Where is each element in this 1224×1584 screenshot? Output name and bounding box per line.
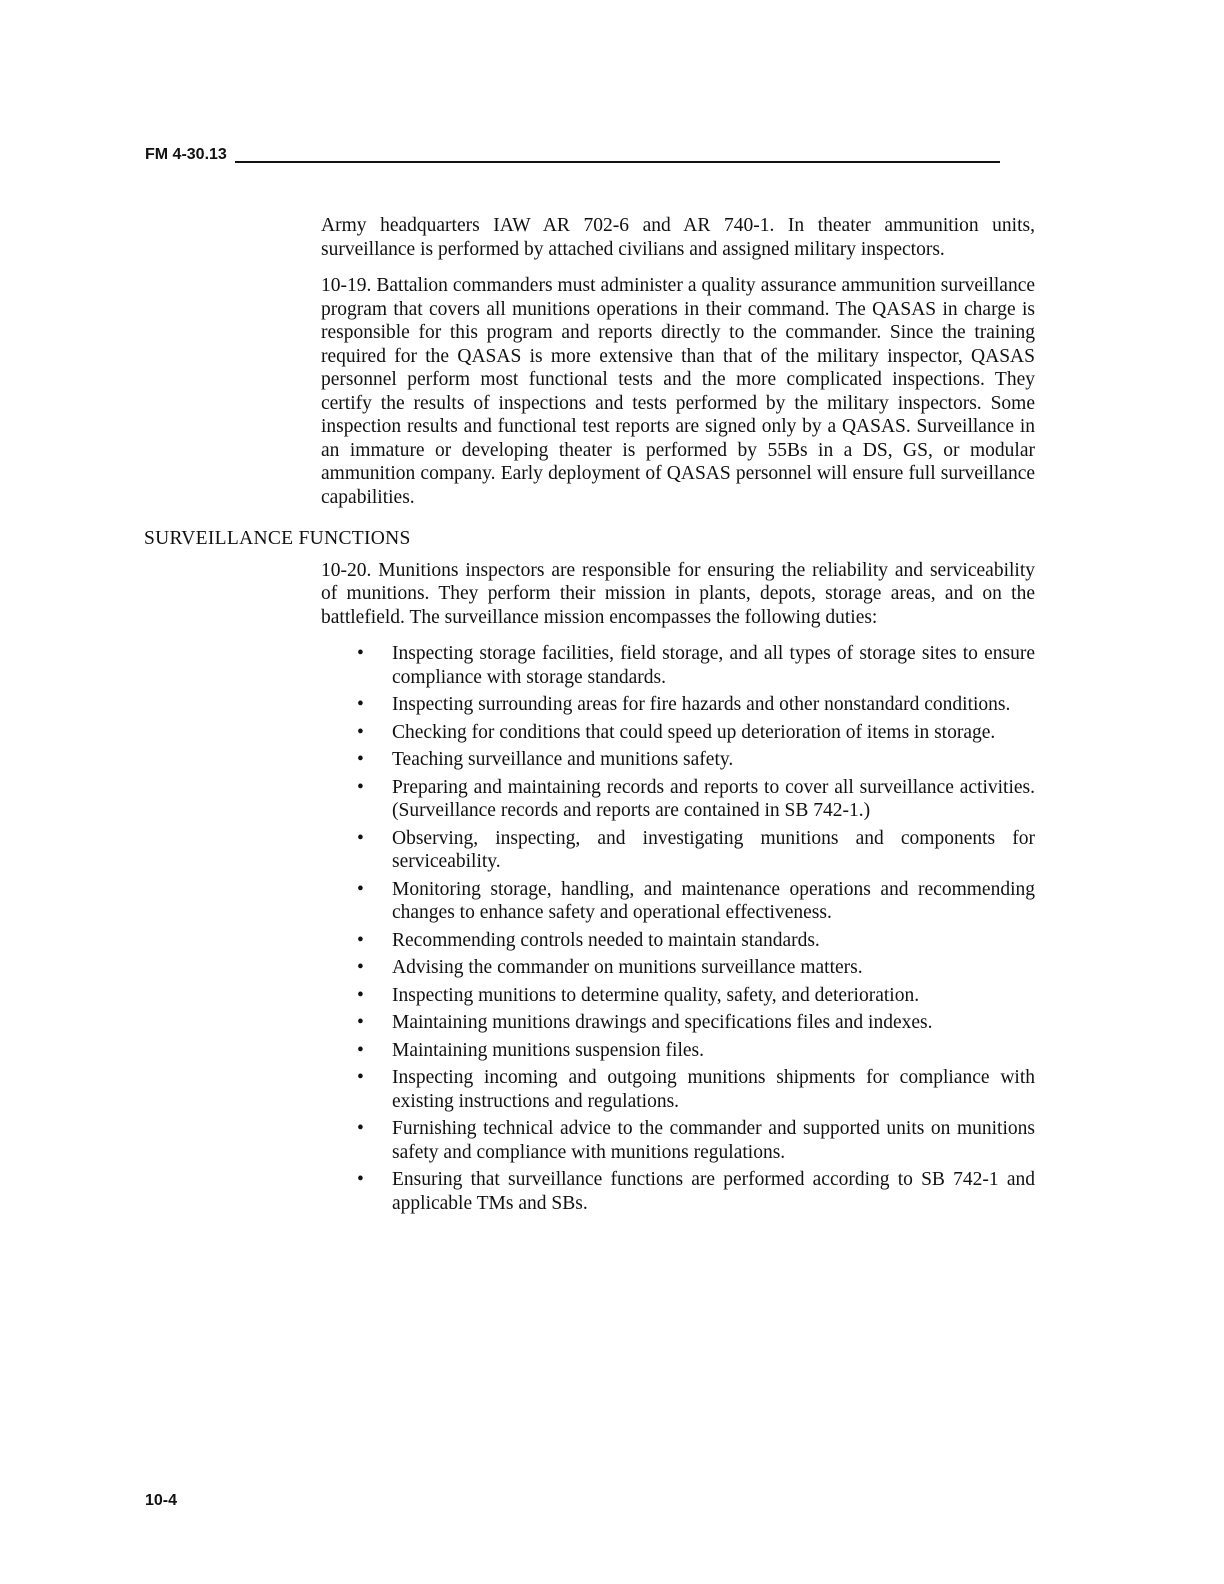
list-item-text: Preparing and maintaining records and reports to cover all surveillance activities. (Surveillance records and reports are contained in SB 742-1.) bbox=[392, 776, 1035, 821]
bullet-icon: • bbox=[357, 776, 364, 798]
header-rule bbox=[235, 161, 1000, 163]
bullet-icon: • bbox=[357, 1169, 364, 1190]
list-item bbox=[321, 721, 1035, 745]
bullet-icon: • bbox=[357, 1039, 364, 1061]
list-item-text: Teaching surveillance and munitions safety. bbox=[392, 749, 734, 770]
bullet-icon: • bbox=[357, 957, 364, 978]
list-item-text: Checking for conditions that could speed up deterioration of items in storage. bbox=[392, 721, 996, 743]
list-item bbox=[321, 827, 1035, 874]
list-item-text: Advising the commander on munitions surveillance matters. bbox=[392, 957, 863, 978]
list-item bbox=[321, 693, 1035, 717]
bullet-icon: • bbox=[357, 1012, 364, 1033]
page-number: 10-4 bbox=[145, 1492, 178, 1509]
intro-paragraph: Army headquarters IAW AR 702-6 and AR 740-1. In theater ammunition units, surveillance is performed by attached civilians and assigned military inspectors. bbox=[321, 215, 1035, 260]
document-id: FM 4-30.13 bbox=[145, 146, 227, 163]
list-item bbox=[321, 776, 1035, 823]
list-item bbox=[321, 984, 1035, 1008]
list-item bbox=[321, 929, 1035, 953]
bullet-icon: • bbox=[357, 749, 364, 770]
bullet-icon: • bbox=[357, 984, 364, 1006]
duties-list bbox=[321, 642, 1035, 1215]
bullet-icon: • bbox=[357, 1067, 364, 1088]
list-item bbox=[321, 1039, 1035, 1063]
page-content bbox=[144, 214, 1035, 1219]
list-item bbox=[321, 1117, 1035, 1164]
bullet-icon: • bbox=[357, 694, 364, 715]
list-item bbox=[321, 642, 1035, 689]
list-item bbox=[321, 1011, 1035, 1035]
bullet-icon: • bbox=[357, 643, 364, 664]
list-item-text: Inspecting storage facilities, field storage, and all types of storage sites to ensure compliance with storage standards. bbox=[392, 643, 1035, 688]
list-item bbox=[321, 878, 1035, 925]
section-heading: SURVEILLANCE FUNCTIONS bbox=[144, 528, 411, 549]
list-item-text: Ensuring that surveillance functions are performed according to SB 742-1 and applicable TMs and SBs. bbox=[392, 1169, 1035, 1214]
list-item bbox=[321, 748, 1035, 772]
list-item-text: Monitoring storage, handling, and maintenance operations and recommending changes to enhance safety and operational effectiveness. bbox=[392, 878, 1035, 923]
list-item-text: Inspecting incoming and outgoing munitions shipments for compliance with existing instructions and regulations. bbox=[392, 1067, 1035, 1112]
list-item bbox=[321, 1066, 1035, 1113]
list-item-text: Furnishing technical advice to the commander and supported units on munitions safety and compliance with munitions regulations. bbox=[392, 1118, 1035, 1163]
bullet-icon: • bbox=[357, 878, 364, 900]
list-item-text: Observing, inspecting, and investigating munitions and components for serviceability. bbox=[392, 827, 1035, 872]
list-item bbox=[321, 1168, 1035, 1215]
bullet-icon: • bbox=[357, 929, 364, 951]
bullet-icon: • bbox=[357, 1118, 364, 1139]
list-item-text: Maintaining munitions suspension files. bbox=[392, 1039, 704, 1061]
list-item-text: Recommending controls needed to maintain standards. bbox=[392, 929, 820, 951]
list-item bbox=[321, 956, 1035, 980]
bullet-icon: • bbox=[357, 827, 364, 849]
paragraph-10-19: 10-19. Battalion commanders must administer a quality assurance ammunition surveillance program that covers all munitions operations in their command. The QASAS in charge is responsible for this program and reports directly to the commander. Since the training required for the QASAS is more extensive than that of the military inspector, QASAS personnel perform most functional tests and the more complicated inspections. They certify the results of inspections and tests performed by the military inspectors. Some inspection results and functional test reports are signed only by a QASAS. Surveillance in an immature or developing theater is performed by 55Bs in a DS, GS, or modular ammunition company. Early deployment of QASAS personnel will ensure full surveillance capabilities. bbox=[321, 275, 1035, 508]
list-item-text: Inspecting munitions to determine quality, safety, and deterioration. bbox=[392, 984, 920, 1006]
bullet-icon: • bbox=[357, 721, 364, 743]
list-item-text: Maintaining munitions drawings and specifications files and indexes. bbox=[392, 1012, 933, 1033]
paragraph-10-20: 10-20. Munitions inspectors are responsible for ensuring the reliability and serviceability of munitions. They perform their mission in plants, depots, storage areas, and on the battlefield. The surveillance mission encompasses the following duties: bbox=[321, 559, 1035, 628]
list-item-text: Inspecting surrounding areas for fire hazards and other nonstandard conditions. bbox=[392, 694, 1011, 715]
